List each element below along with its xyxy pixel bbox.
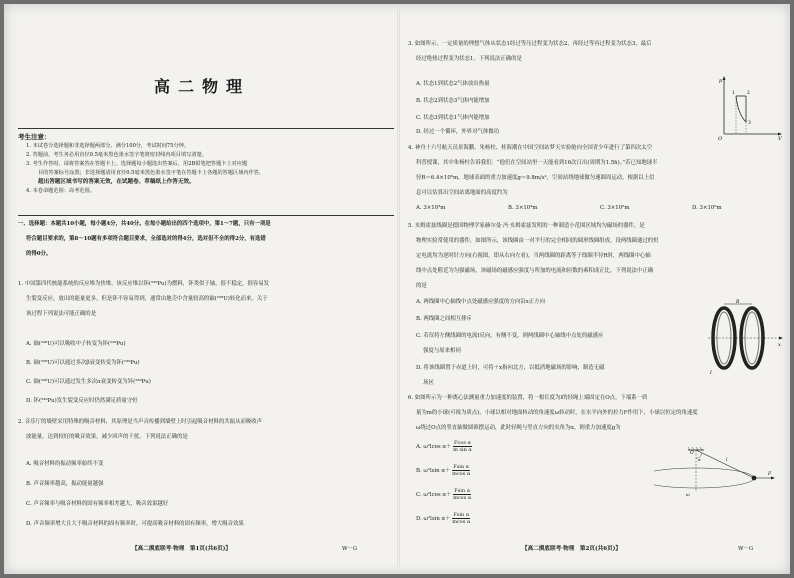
q1-option-b: B. 铀(²³⁸U)可以通过多次β衰变转变为钚(²³⁹Pu) <box>26 360 140 366</box>
conical-pendulum-diagram <box>654 444 780 504</box>
notice-heading: 考生注意： <box>18 133 51 141</box>
notice-item: 目的答案标号涂黑；非选择题请用直径0.5毫米黑色墨水签字笔在答题卡上各题的答题区域内作答， <box>38 170 265 176</box>
q1-option-d: D. 钚(²³⁹Pu)发生裂变反应时仍然满足质量守恒 <box>26 398 138 404</box>
page-code: W－G <box>342 546 358 552</box>
q2-option-c: C. 声音频率与吸音材料的固有频率相差越大，吸音效果越好 <box>26 501 169 507</box>
notice-item: 1. 本试卷分选择题和非选择题两部分。满分100分，考试时间75分钟。 <box>26 143 190 149</box>
q3-option-a: A. 状态1到状态2气体放出热量 <box>416 81 490 87</box>
notice-item: 4. 本卷命题范围：高考范围。 <box>26 188 95 194</box>
pendulum-angle: α <box>698 457 701 462</box>
page-code: W－G <box>738 546 754 552</box>
exam-sheet <box>4 4 790 574</box>
q6-option-d: D. ω²lsin α＋ $\frac{\text{Fsin α}}{\text{mcos α}}$ <box>416 512 471 525</box>
helmholtz-coil-diagram <box>704 298 786 378</box>
question-1: 1. 中国第四代核能系统的反应堆为快堆，该反应堆以钚(²³⁹Pu)为燃料，钚类似于铀，很不稳定，很容易发 生裂变反应，放出的能量更多，但是钚不容易得到，通常由地壳中含量较高的铀(²³⁸U)转化而来。关于 该过程下列说法可能正确的是 <box>18 281 270 317</box>
coil-radius-label: R <box>736 300 740 305</box>
q2-option-d: D. 声音频率增大且大于吸音材料的固有频率时，可提高吸音材料的固有频率，增大吸音效果 <box>26 521 244 527</box>
coil-axis-x: x <box>778 342 781 348</box>
pendulum-pivot: O <box>690 451 694 456</box>
q1-option-c: C. 铀(²³⁸U)可以通过发生多次α衰变转变为钚(²³⁹Pu) <box>26 379 151 385</box>
question-5: 5. 亥姆霍兹线圈是德国物理学家赫尔曼·冯·亥姆霍兹发明的一种制造小范围区域均匀磁场的器件，是 物理实验常使用的器件，如图所示，该线圈由一对平行的完全相同的圆形线圈组成，设两线圈通过的恒 定电流均为逆时针方向(右视图，即从右向左看)，当两线圈的距离等于线圈半径R时，两线圈中心轴 线中点处附近为匀强磁场，该磁场的磁感应强度与所加的电流和匝数的乘积成正比，下列说法中正确 的是 <box>408 223 659 289</box>
right-page <box>404 4 788 574</box>
q3-option-b: B. 状态2到状态3气体内能增加 <box>416 98 490 104</box>
q3-option-d: D. 经过一个循环，外界对气体做功 <box>416 129 500 135</box>
page-footer: 【高二摸底联考·物理 第1页(共6页)】 <box>132 546 231 552</box>
q5-option-b: B. 两线圈之间相互排斥 <box>416 316 472 322</box>
question-3: 3. 如图所示，一定质量的理想气体从状态1经过等压过程变为状态2，再经过等容过程变为状态3，最后 经过绝热过程变为状态1。下列说法正确的是 <box>408 41 652 62</box>
pv-state-2: 2 <box>747 91 750 96</box>
q4-option-c: C. 3×10⁵m <box>600 205 630 211</box>
q4-option-b: B. 3×10⁴m <box>508 205 538 211</box>
pv-diagram <box>712 74 784 142</box>
q5-option-d: D. 将该线圈置于赤道上时，可将＋x指向北方，以抵消地磁场的影响，制造无磁 场区 <box>416 365 605 386</box>
page-footer: 【高二摸底联考·物理 第2页(共6页)】 <box>522 546 621 552</box>
pv-axis-v: V <box>778 136 782 142</box>
q5-option-a: A. 两线圈中心轴线中点处磁感应强度的方向沿x正方向 <box>416 299 545 305</box>
pendulum-length: l <box>726 458 728 463</box>
question-6: 6. 如图所示为一种离心法测量重力加速度的装置，将一根长度为l的轻绳上端固定在O点，下端系一质 量为m的小球(可视为质点)，小球以相对地面转动的角速度ω转动时，在水平向外的拉力F作用下，小球以恒定的角速度 ω绕过O点的竖直轴做圆锥摆运动，此时轻绳与竖直方向的夹角为α，则重力加速度g为 <box>408 395 698 431</box>
pv-state-3: 3 <box>748 121 751 126</box>
pendulum-force: F <box>768 472 772 477</box>
page-title: 高二物理 <box>153 77 250 96</box>
pv-axis-p: p <box>719 78 723 84</box>
q4-option-d: D. 3×10⁶m <box>692 205 722 211</box>
page-fold <box>397 8 400 568</box>
q4-option-a: A. 3×10³m <box>416 205 446 211</box>
notice-item: 2. 答题前，考生务必用直径0.5毫米黑色墨水签字笔将密封线内项目填写清楚。 <box>26 152 207 158</box>
coil-current-label: I <box>710 371 712 376</box>
pv-state-1: 1 <box>732 91 735 96</box>
notice-item-bold: 超出答题区域书写的答案无效，在试题卷、草稿纸上作答无效。 <box>38 179 195 185</box>
q2-option-a: A. 吸音材料的振动频率始终不变 <box>26 461 104 467</box>
q1-option-a: A. 铀(²³⁸U)可以吸收中子转变为钚(²³⁹Pu) <box>26 341 126 347</box>
q6-option-c: C. ω²lcos α＋ $\frac{\text{Fsin α}}{\text{mcos α}}$ <box>416 488 472 501</box>
left-page <box>8 4 396 574</box>
notice-item: 3. 考生作答时，请将答案答在答题卡上。选择题每小题选出答案后，用2B铅笔把答题卡上对应题 <box>26 161 248 167</box>
q6-option-a: A. ω²lcos α＋ $\frac{\text{Fcos α}}{\text{m sin α}}$ <box>416 440 472 453</box>
q3-option-c: C. 状态3到状态1气体内能增加 <box>416 115 490 121</box>
question-2: 2. 音乐厅的墙壁采用特殊的吸音材料，其原理是当声音传播到墙壁上时引起吸音材料的共振从而吸收声 波能量，达到较好的吸音效果，减少回声的干扰。下列说法正确的是 <box>18 419 263 440</box>
pv-origin: O <box>718 136 723 142</box>
q5-option-c: C. 若仅将左侧线圈的电流I反向，有侧不变，则两线圈中心轴线中点处的磁感应 强度与原来相同 <box>416 333 604 354</box>
q6-option-b: B. ω²lsin α＋ $\frac{\text{Fsin α}}{\text{mcos α}}$ <box>416 464 471 477</box>
pendulum-omega: ω <box>686 493 690 498</box>
q2-option-b: B. 声音频率越高，振动能量越强 <box>26 481 104 487</box>
notice-box <box>18 128 394 216</box>
section-instruction: 一、选择题：本题共10小题，每小题4分，共40分。在每小题给出的四个选项中，第1～7题，只有一项是 符合题目要求的，第8～10题有多项符合题目要求，全部选对的得4分，选对但不全的得2分，有选错 的得0分。 <box>18 221 271 257</box>
question-4: 4. 神舟十六号航天员景海鹏、朱杨柱、桂海潮在中国空间站梦天实验舱向全国青少年进行了第四次太空 科普授课，其中朱杨柱告诉我们：“他们在空间站里一天能看到16次日出(周期为1.5h)。”若已知地球半 径R＝6.4×10⁶m，地球表面的重力加速度g＝9.8m/s²，空间站绕地球做匀速圆周运动，根据以上信 息可以估算出空间站离地面的高度约为 <box>408 145 658 196</box>
